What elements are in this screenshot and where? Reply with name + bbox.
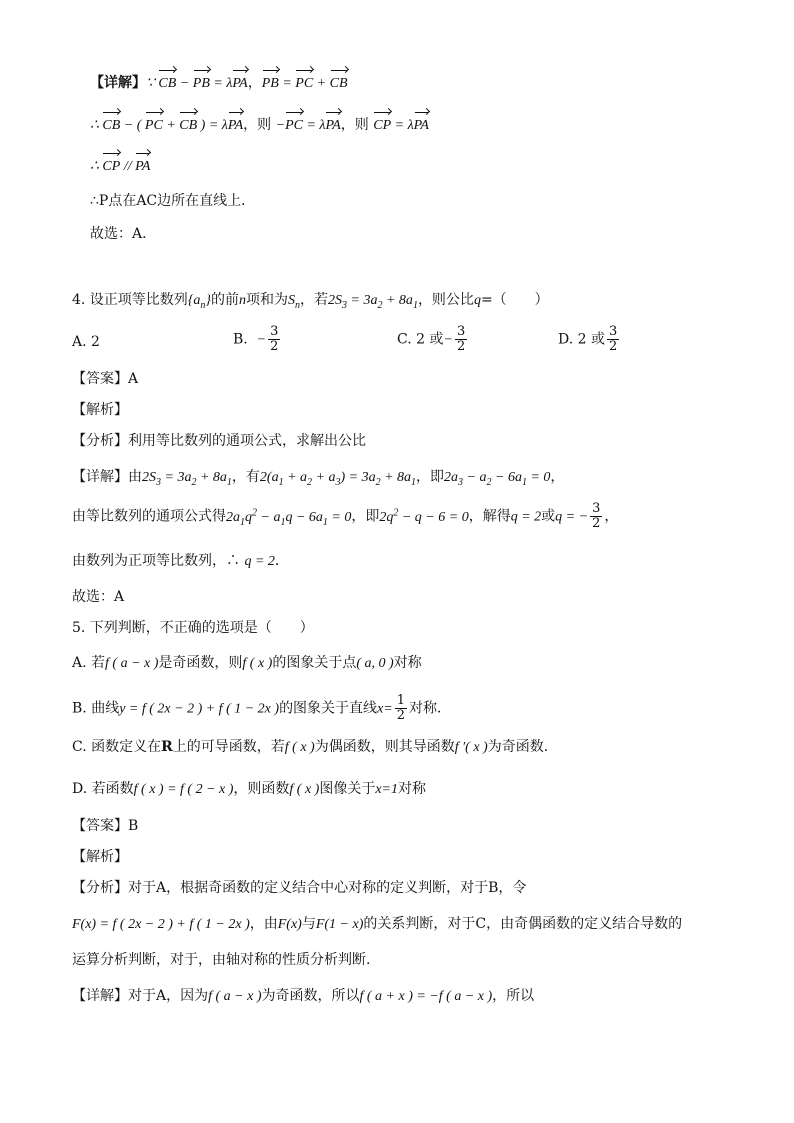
q5-answer: 【答案】B bbox=[72, 818, 139, 834]
q4-detail-3: 由数列为正项等比数列，∴ q = 2． bbox=[72, 553, 289, 569]
q5-option-c[interactable]: C. 函数定义在R上的可导函数，若f ( x )为偶函数，则其导函数f ′( x )为奇函数． bbox=[72, 739, 558, 755]
prev-detail-line-2: ∴ CB − ( PC + CB ) = λPA，则 −PC = λPA，则 CP = λPA bbox=[90, 114, 429, 137]
q4-option-b[interactable]: B. − $\frac{3}{2}$ bbox=[233, 324, 279, 354]
q4-option-c[interactable]: C. 2 或− $\frac{3}{2}$ bbox=[397, 324, 466, 354]
q4-answer: 【答案】A bbox=[72, 371, 139, 387]
q5-option-d[interactable]: D. 若函数f ( x ) = f ( 2 − x )，则函数f ( x )图像关于x=1对称 bbox=[72, 781, 426, 797]
q4-analysis-label: 【解析】 bbox=[72, 402, 128, 418]
q4-choose: 故选：A bbox=[72, 589, 125, 605]
prev-detail-choose: 故选：A． bbox=[90, 226, 157, 242]
prev-detail-line-3: ∴ CP // PA bbox=[90, 155, 150, 178]
prev-detail-line-1: 【详解】∵ CB − PB = λPA，PB = PC + CB bbox=[90, 72, 348, 95]
q4-option-a[interactable]: A. 2 bbox=[72, 334, 100, 350]
q5-analysis-label: 【解析】 bbox=[72, 849, 128, 865]
q4-stem: 4. 设正项等比数列$\{a_n\}$的前n项和为$S_n$，若$2S_3 = 3a_2 + 8a_1$，则公比q=（ ） bbox=[72, 292, 549, 311]
q5-detail-1: 【详解】对于A，因为f ( a − x )为奇函数，所以f ( a + x ) = −f ( a − x )，所以 bbox=[72, 988, 535, 1004]
q5-option-b[interactable]: B. 曲线y = f ( 2x − 2 ) + f ( 1 − 2x )的图象关于直线x= $\frac{1}{2}$ 对称． bbox=[72, 693, 452, 723]
detail-label: 【详解】 bbox=[90, 75, 146, 91]
q5-fenxi-2: F(x) = f ( 2x − 2 ) + f ( 1 − 2x )，由F(x)与F(1 − x)的关系判断，对于C，由奇偶函数的定义结合导数的 bbox=[72, 916, 683, 932]
q5-fenxi-1: 【分析】对于A，根据奇函数的定义结合中心对称的定义判断，对于B，令 bbox=[72, 880, 527, 896]
q4-option-d[interactable]: D. 2 或 $\frac{3}{2}$ bbox=[558, 324, 618, 354]
q5-option-a[interactable]: A. 若f ( a − x )是奇函数，则f ( x )的图象关于点( a, 0 )对称 bbox=[72, 655, 422, 671]
q5-stem: 5. 下列判断，不正确的选项是（ ） bbox=[72, 620, 314, 636]
q4-fenxi: 【分析】利用等比数列的通项公式，求解出公比 bbox=[72, 433, 366, 449]
q4-detail-2: 由等比数列的通项公式得$2a_1q^2 - a_1q - 6a_1 = 0$，即$2q^2 - q - 6 = 0$，解得q = 2或q = − $\frac{3}{2}$ ， bbox=[72, 501, 619, 532]
prev-detail-line-4: ∴P点在AC边所在直线上． bbox=[90, 193, 256, 209]
q5-fenxi-3: 运算分析判断，对于，由轴对称的性质分析判断. bbox=[72, 952, 371, 968]
q4-detail-1: 【详解】由$2S_3 = 3a_2 + 8a_1$，有$2(a_1 + a_2 + a_3) = 3a_2 + 8a_1$，即$2a_3 - a_2 - 6a_1 = 0$， bbox=[72, 469, 565, 488]
